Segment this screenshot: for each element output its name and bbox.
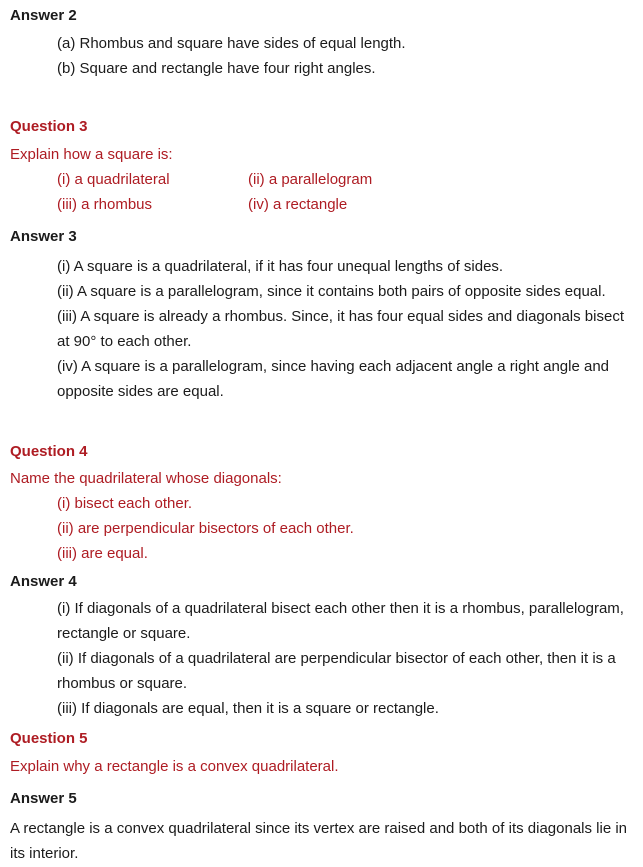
question-3-option-iii: (iii) a rhombus [57,196,153,213]
answer-3-item-iii: (iii) A square is already a rhombus. Since, it has four equal sides and diagonals bisect at 90° to each other. [57,308,624,350]
answer-4-item-ii: (ii) If diagonals of a quadrilateral are perpendicular bisector of each other, then it is a rhombus or square. [57,650,616,692]
question-3-prompt: Explain how a square is: [10,146,173,163]
answer-2-heading: Answer 2 [10,7,77,24]
question-5-heading: Question 5 [10,730,88,747]
question-3-option-ii: (ii) a parallelogram [248,171,373,188]
question-4-item-ii: (ii) are perpendicular bisectors of each other. [57,520,354,537]
question-3-option-i: (i) a quadrilateral [57,171,170,188]
answer-5-text: A rectangle is a convex quadrilateral since its vertex are raised and both of its diagonals lie in its interior. [10,820,628,862]
question-3-option-iv: (iv) a rectangle [248,196,348,213]
question-4-item-iii: (iii) are equal. [57,545,148,562]
answer-4-heading: Answer 4 [10,573,77,590]
answer-2-item-a: (a) Rhombus and square have sides of equal length. [57,35,406,52]
question-4-prompt: Name the quadrilateral whose diagonals: [10,470,282,487]
question-4-item-i: (i) bisect each other. [57,495,193,512]
answer-3-item-iv: (iv) A square is a parallelogram, since having each adjacent angle a right angle and opposite sides are equal. [57,358,610,400]
question-5-prompt: Explain why a rectangle is a convex quadrilateral. [10,758,339,775]
question-3-options-row-1 [57,167,635,192]
answer-5-heading: Answer 5 [10,790,77,807]
question-3-heading: Question 3 [10,118,88,135]
solutions-document [10,3,635,866]
answer-3-heading: Answer 3 [10,228,77,245]
answer-2-item-b: (b) Square and rectangle have four right angles. [57,60,376,77]
question-3-options-row-2 [57,192,635,217]
answer-3-item-i: (i) A square is a quadrilateral, if it has four unequal lengths of sides. [57,258,504,275]
answer-4-item-iii: (iii) If diagonals are equal, then it is a square or rectangle. [57,700,439,717]
answer-4-item-i: (i) If diagonals of a quadrilateral bisect each other then it is a rhombus, parallelogram, rectangle or square. [57,600,624,642]
answer-3-item-ii: (ii) A square is a parallelogram, since it contains both pairs of opposite sides equal. [57,283,606,300]
question-4-heading: Question 4 [10,443,88,460]
